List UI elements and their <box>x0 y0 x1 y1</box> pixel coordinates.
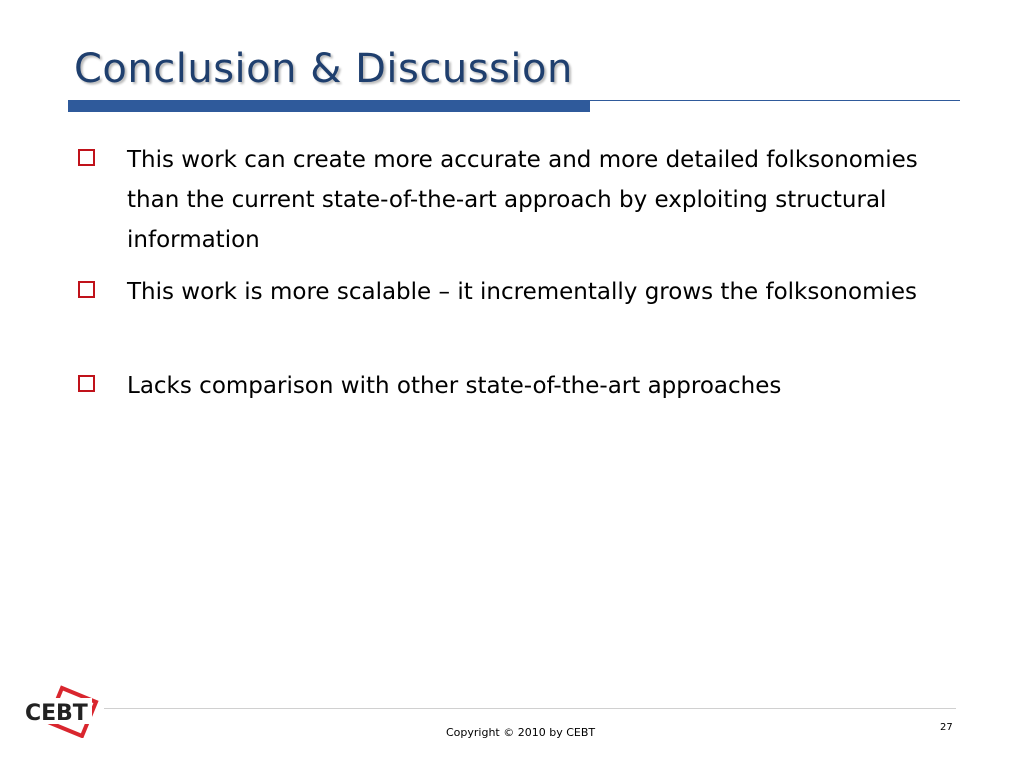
title-underline-thick <box>68 100 590 112</box>
bullet-item <box>76 272 936 312</box>
svg-text:CE: CE <box>25 701 57 726</box>
bullet-list <box>76 140 936 418</box>
bullet-item <box>76 140 936 260</box>
bullet-text: This work can create more accurate and more detailed folksonomies than the current state-of-the-art approach by exploiting structural information <box>127 147 918 253</box>
footer-divider <box>104 708 956 709</box>
bullet-text: Lacks comparison with other state-of-the-art approaches <box>127 373 782 399</box>
svg-text:BT: BT <box>56 701 88 726</box>
bullet-item <box>76 366 936 406</box>
square-bullet-icon <box>78 281 95 298</box>
slide-title: Conclusion & Discussion <box>74 46 573 92</box>
cebt-logo-icon <box>20 682 102 738</box>
title-underline-thin <box>590 100 960 101</box>
bullet-text: This work is more scalable – it incrementally grows the folksonomies <box>127 279 917 305</box>
square-bullet-icon <box>78 375 95 392</box>
square-bullet-icon <box>78 149 95 166</box>
copyright-text: Copyright © 2010 by CEBT <box>446 726 596 739</box>
page-number: 27 <box>940 722 953 733</box>
